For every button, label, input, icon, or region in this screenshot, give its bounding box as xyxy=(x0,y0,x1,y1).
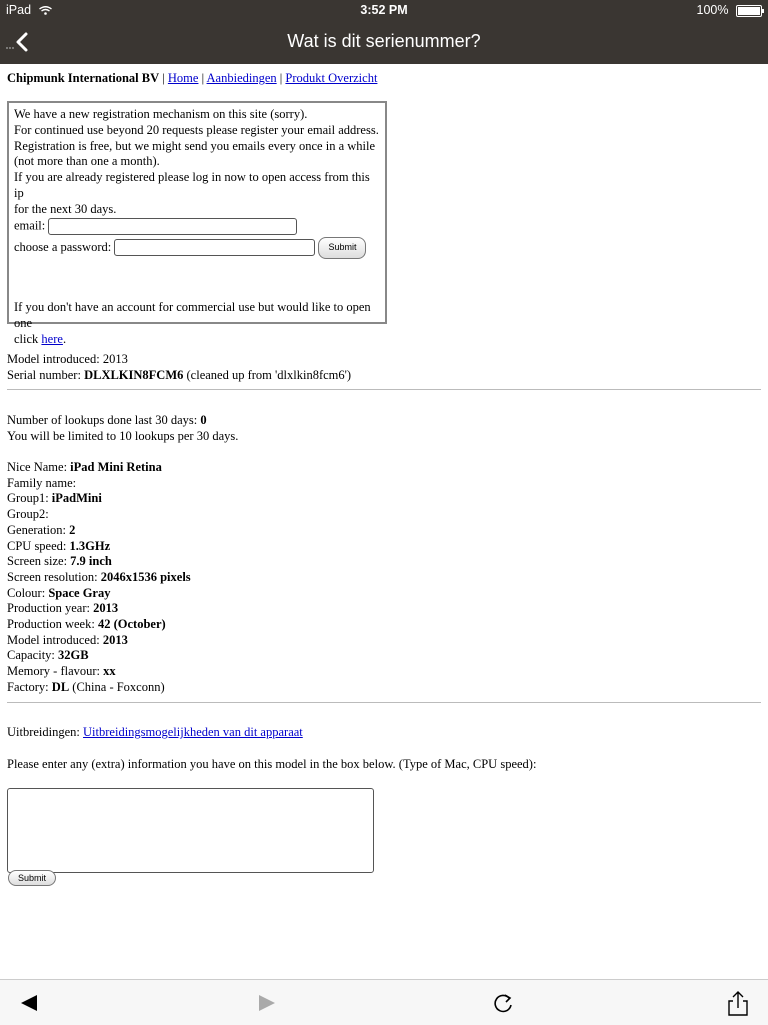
forward-arrow-icon xyxy=(253,990,279,1016)
commercial-prefix: click xyxy=(14,331,42,346)
spec-value: 32GB xyxy=(58,648,89,663)
spec-value: 2013 xyxy=(102,632,128,647)
serial-label: Serial number: xyxy=(7,367,85,382)
device-name: iPad xyxy=(6,3,32,17)
serial-value: DLXLKIN8FCM6 xyxy=(84,367,184,382)
commercial-line-2 xyxy=(14,332,385,348)
home-link[interactable]: Home xyxy=(167,71,199,85)
registration-intro xyxy=(14,107,380,218)
lookup-count-value: 0 xyxy=(200,413,207,427)
model-introduced-label: Model introduced: xyxy=(7,352,103,366)
spec-row xyxy=(7,586,191,602)
spec-value: DL xyxy=(51,679,70,694)
battery-percent: 100% xyxy=(696,3,729,17)
breadcrumb xyxy=(7,71,377,86)
expansions-label: Uitbreidingen: xyxy=(7,725,84,739)
commercial-here-link[interactable]: here xyxy=(41,331,63,346)
spec-row xyxy=(7,539,191,555)
divider xyxy=(7,389,761,390)
intro-line: Registration is free, but we might send you emails every once in a while xyxy=(14,138,376,153)
share-icon[interactable] xyxy=(725,990,751,1016)
spec-label: Capacity: xyxy=(7,648,59,663)
spec-label: Colour: xyxy=(7,585,49,600)
extra-info-submit-button[interactable]: Submit xyxy=(8,870,56,886)
spec-label: Group2: xyxy=(7,507,49,522)
intro-line: For continued use beyond 20 requests please register your email address. xyxy=(14,122,379,137)
company-name: Chipmunk International BV xyxy=(7,71,160,85)
spec-value: Space Gray xyxy=(48,585,111,600)
page-title: Wat is dit serienummer? xyxy=(287,31,481,51)
reload-icon[interactable] xyxy=(490,990,516,1016)
expansions-link[interactable]: Uitbreidingsmogelijkheden van dit apparaat xyxy=(83,725,303,739)
intro-line: (not more than one a month). xyxy=(14,154,160,169)
spec-row xyxy=(7,680,191,696)
expansions-line xyxy=(7,725,303,741)
breadcrumb-separator: | xyxy=(201,71,205,85)
spec-row xyxy=(7,507,191,523)
spec-label: Model introduced: xyxy=(7,632,103,647)
offers-link[interactable]: Aanbiedingen xyxy=(206,71,277,85)
spec-value: 2046x1536 pixels xyxy=(100,569,191,584)
spec-label: Screen resolution: xyxy=(7,569,101,584)
model-info xyxy=(7,352,351,383)
spec-label: Memory - flavour: xyxy=(7,664,104,679)
spec-label: CPU speed: xyxy=(7,538,70,553)
spec-row xyxy=(7,460,191,476)
model-introduced-value: 2013 xyxy=(102,352,128,366)
spec-label: Production year: xyxy=(7,601,94,616)
spec-value: 2013 xyxy=(93,601,119,616)
status-right xyxy=(697,3,762,17)
spec-label: Generation: xyxy=(7,522,70,537)
breadcrumb-separator: | xyxy=(279,71,283,85)
spec-label: Factory: xyxy=(7,679,52,694)
password-label: choose a password: xyxy=(14,239,112,254)
status-bar xyxy=(0,0,768,20)
model-introduced-line xyxy=(7,352,351,368)
spec-row xyxy=(7,491,191,507)
lookup-count-line xyxy=(7,413,238,429)
intro-line: for the next 30 days. xyxy=(14,201,117,216)
spec-value: 42 (October) xyxy=(97,617,166,632)
register-submit-button[interactable]: Submit xyxy=(318,237,366,259)
lookup-info xyxy=(7,413,238,444)
registration-box xyxy=(7,101,387,346)
spec-value: iPad Mini Retina xyxy=(70,460,162,474)
spec-row xyxy=(7,476,191,492)
spec-row xyxy=(7,633,191,649)
serial-note: (cleaned up from 'dlxlkin8fcm6') xyxy=(183,367,352,382)
spec-value: 1.3GHz xyxy=(69,538,111,553)
spec-value: xx xyxy=(103,664,116,679)
spec-row xyxy=(7,617,191,633)
spec-label: Production week: xyxy=(7,617,98,632)
product-overview-link[interactable]: Produkt Overzicht xyxy=(285,71,378,85)
commercial-suffix: . xyxy=(62,331,67,346)
spec-label: Group1: xyxy=(7,491,52,506)
spec-row xyxy=(7,570,191,586)
intro-line: We have a new registration mechanism on this site (sorry). xyxy=(14,107,308,121)
divider xyxy=(7,702,761,703)
lookup-limit-text: You will be limited to 10 lookups per 30 days. xyxy=(7,428,239,443)
email-label: email: xyxy=(14,218,46,233)
spec-row xyxy=(7,523,191,539)
commercial-line: If you don't have an account for commercial use but would like to open one xyxy=(14,300,371,330)
spec-value: iPadMini xyxy=(51,491,102,506)
nav-bar xyxy=(0,20,768,64)
email-row xyxy=(14,218,297,235)
spec-row xyxy=(7,664,191,680)
spec-value: 7.9 inch xyxy=(70,554,112,569)
spec-value: 2 xyxy=(69,522,76,537)
breadcrumb-separator: | xyxy=(162,71,165,85)
extra-info-prompt: Please enter any (extra) information you have on this model in the box below. (Type of Mac, CPU speed): xyxy=(7,757,537,771)
browser-toolbar xyxy=(0,979,768,1025)
serial-line xyxy=(7,368,351,384)
spec-label: Family name: xyxy=(7,475,77,490)
intro-line: If you are already registered please log in now to open access from this ip xyxy=(14,170,370,200)
password-row xyxy=(14,237,366,259)
spec-row xyxy=(7,554,191,570)
lookup-count-label: Number of lookups done last 30 days: xyxy=(7,413,201,427)
spec-label: Nice Name: xyxy=(7,460,71,474)
spec-row xyxy=(7,648,191,664)
extra-info-textarea[interactable] xyxy=(7,788,374,873)
spec-label: Screen size: xyxy=(7,554,71,569)
battery-icon xyxy=(736,5,762,17)
spec-row xyxy=(7,601,191,617)
spec-list xyxy=(7,460,191,696)
commercial-note xyxy=(14,300,385,347)
email-field[interactable] xyxy=(48,218,297,235)
password-field[interactable] xyxy=(114,239,315,256)
back-arrow-icon[interactable] xyxy=(17,990,43,1016)
spec-extra: (China - Foxconn) xyxy=(69,679,165,694)
status-time: 3:52 PM xyxy=(360,3,408,17)
